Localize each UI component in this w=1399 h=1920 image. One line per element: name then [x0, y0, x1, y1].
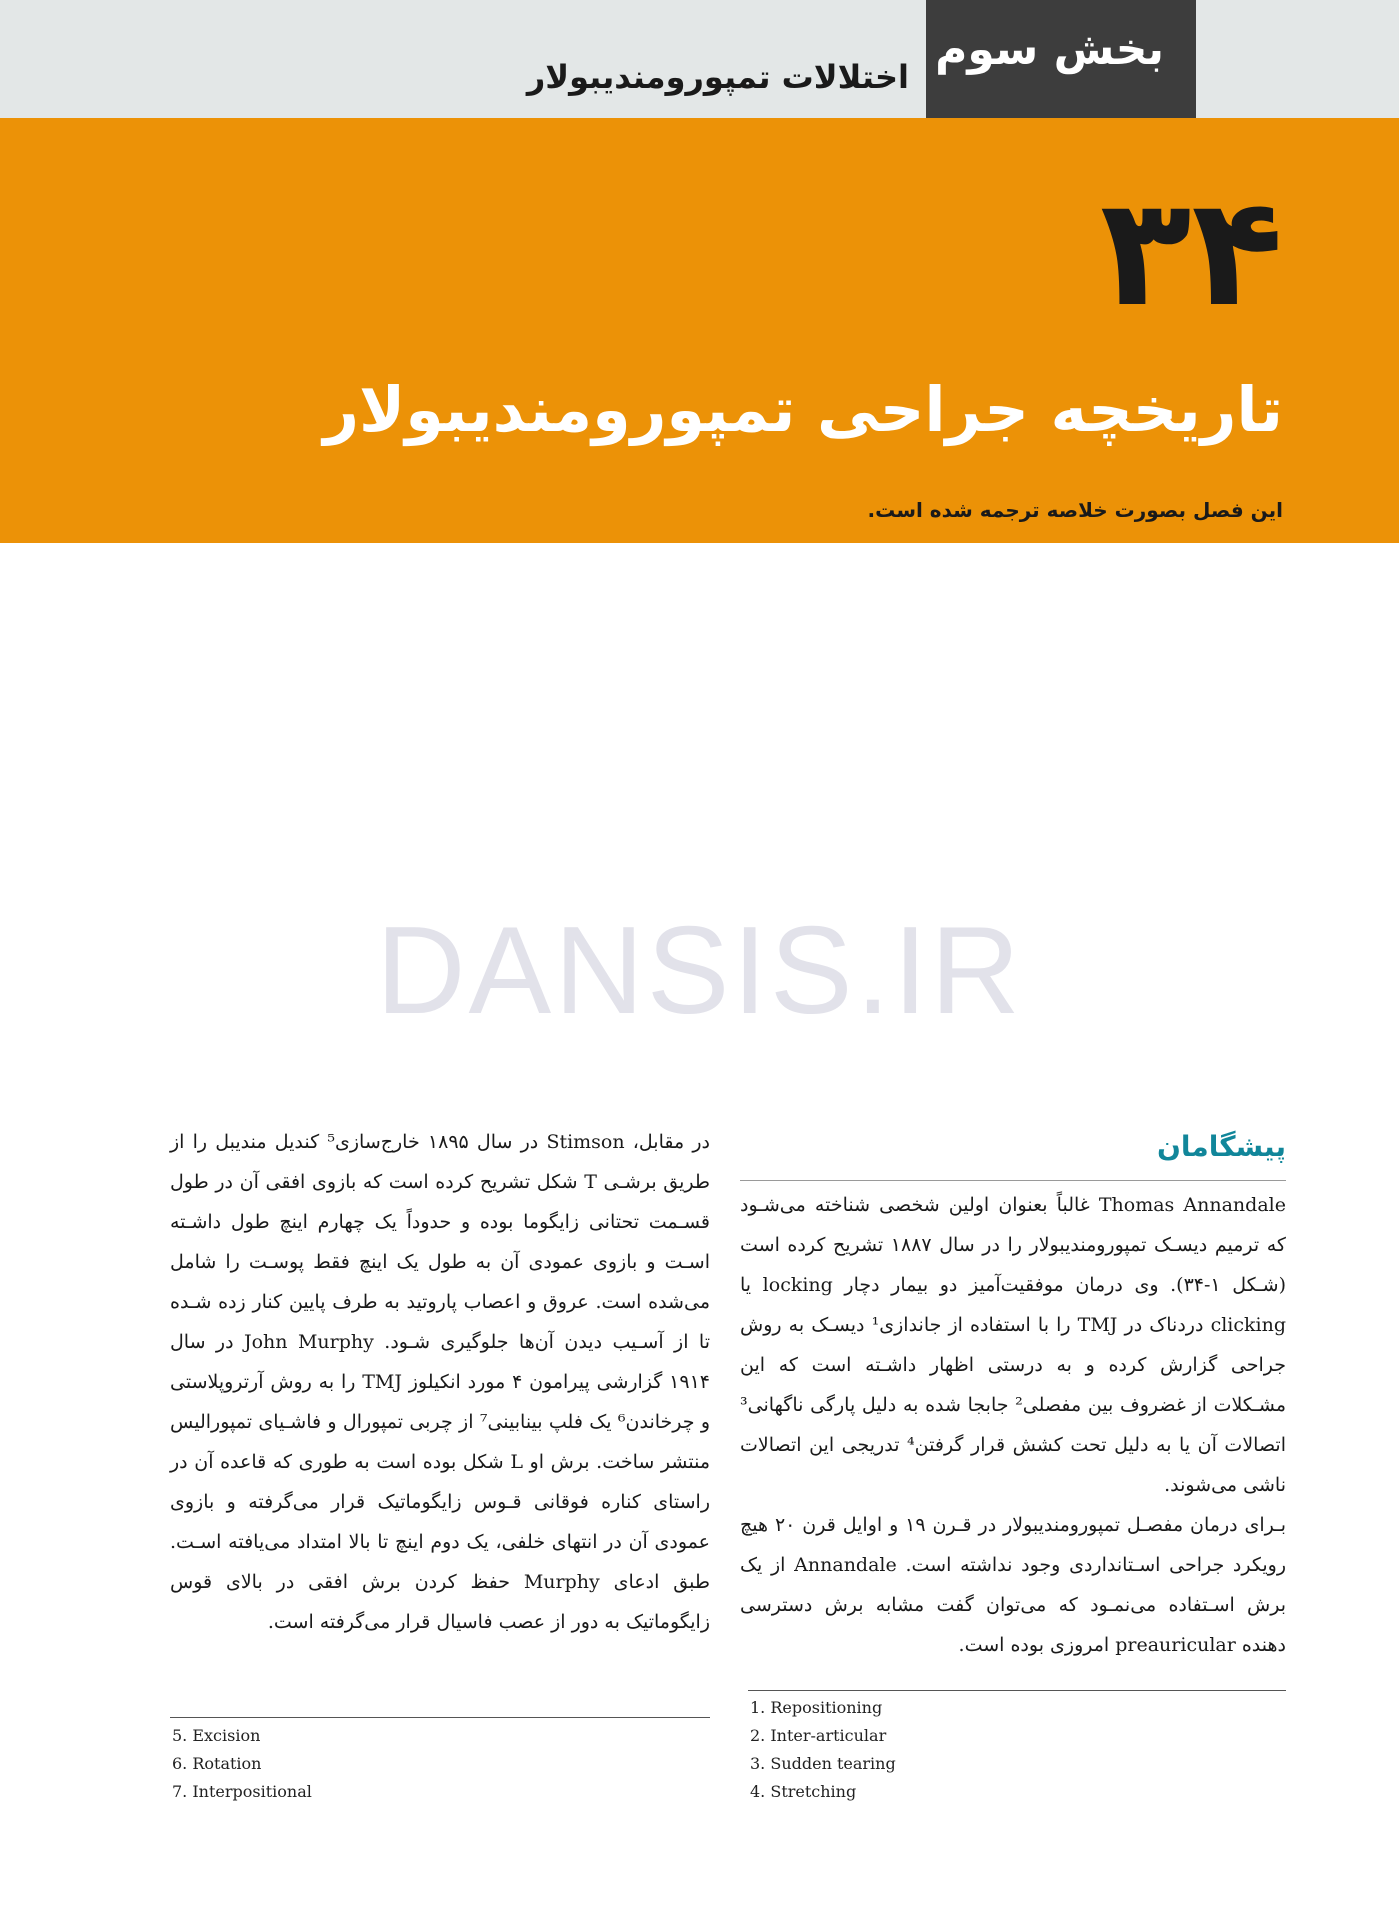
footnotes-left: [172, 1722, 312, 1806]
footnotes-right: [750, 1694, 896, 1806]
chapter-banner: [0, 118, 1399, 543]
watermark: DANSIS.IR: [375, 902, 1024, 1040]
section-subtitle: اختلالات تمپورومندیبولار: [526, 58, 909, 96]
right-text-column: [740, 1185, 1286, 1665]
heading-divider: [740, 1180, 1286, 1181]
paragraph: بـرای درمان مفصـل تمپورومندیبولار در قـرن ۱۹ و اوایل قرن ۲۰ هیچ رویکرد جراحی اسـتانداردی وجود نداشته است. Annandale از یک برش اسـتفاده می‌نمـود که می‌توان گفت مشابه برش دسترسی دهنده preauricular امروزی بوده است.: [740, 1514, 1287, 1656]
top-header-bar: [0, 0, 1399, 118]
chapter-note: این فصل بصورت خلاصه ترجمه شده است.: [867, 498, 1283, 522]
section-label-box: [926, 0, 1196, 118]
chapter-title: تاریخچه جراحی تمپورومندیبولار: [323, 373, 1283, 446]
footnote-divider-right: [748, 1690, 1286, 1691]
footnote: 7. Interpositional: [172, 1782, 312, 1801]
section-heading: پیشگامان: [1157, 1130, 1286, 1163]
footnote: 2. Inter-articular: [750, 1726, 887, 1745]
footnote: 4. Stretching: [750, 1782, 857, 1801]
chapter-number: ۳۴: [1099, 166, 1283, 340]
section-label: بخش سوم: [935, 24, 1164, 75]
footnote: 1. Repositioning: [750, 1698, 883, 1717]
paragraph: Thomas Annandale غالباً بعنوان اولین شخصی شناخته می‌شـود که ترمیم دیسـک تمپورومندیبولار را در سال ۱۸۸۷ تشریح کرده است (شـکل ۱-۳۴). وی درمان موفقیت‌آمیز دو بیمار دچار locking یا clicking دردناک در TMJ را با استفاده از جاندازی¹ دیسـک به روش جراحی گزارش کرده و به درستی اظهار داشـته است که این مشـکلات از غضروف بین مفصلی² جابجا شده به دلیل پارگی ناگهانی³ اتصالات آن یا به دلیل تحت کشش قرار گرفتن⁴ تدریجی این اتصالات ناشی می‌شوند.: [740, 1194, 1286, 1496]
footnote: 3. Sudden tearing: [750, 1754, 896, 1773]
footnote: 5. Excision: [172, 1726, 261, 1745]
footnote-divider-left: [170, 1717, 710, 1718]
paragraph: در مقابل، Stimson در سال ۱۸۹۵ خارج‌سازی⁵ کندیل مندیبل را از طریق برشـی T شکل تشریح کرده است که بازوی افقی آن در طول قسـمت تحتانی زایگوما بوده و حدوداً یک چهارم اینچ طول داشـته اسـت و بازوی عمودی آن به طول یک اینچ فقط پوسـت را شامل می‌شده است. عروق و اعصاب پاروتید به طرف پایین کنار زده شـده تا از آسـیب دیدن آن‌ها جلوگیری شـود. John Murphy در سال ۱۹۱۴ گزارشی پیرامون ۴ مورد انکیلوز TMJ را به روش آرتروپلاستی و چرخاندن⁶ یک فلپ بینابینی⁷ از چربی تمپورال و فاشـیای تمپورالیس منتشر ساخت. برش او L شکل بوده است به طوری که قاعده آن در راستای کناره فوقانی قـوس زایگوماتیک قرار می‌گرفته و بازوی عمودی آن در انتهای خلفی، یک دوم اینچ تا بالا امتداد می‌یافته اسـت. طبق ادعای Murphy حفظ کردن برش افقی در بالای قوس زایگوماتیک به دور از عصب فاسیال قرار می‌گرفته است.: [170, 1131, 710, 1633]
footnote: 6. Rotation: [172, 1754, 262, 1773]
left-text-column: [170, 1122, 710, 1642]
